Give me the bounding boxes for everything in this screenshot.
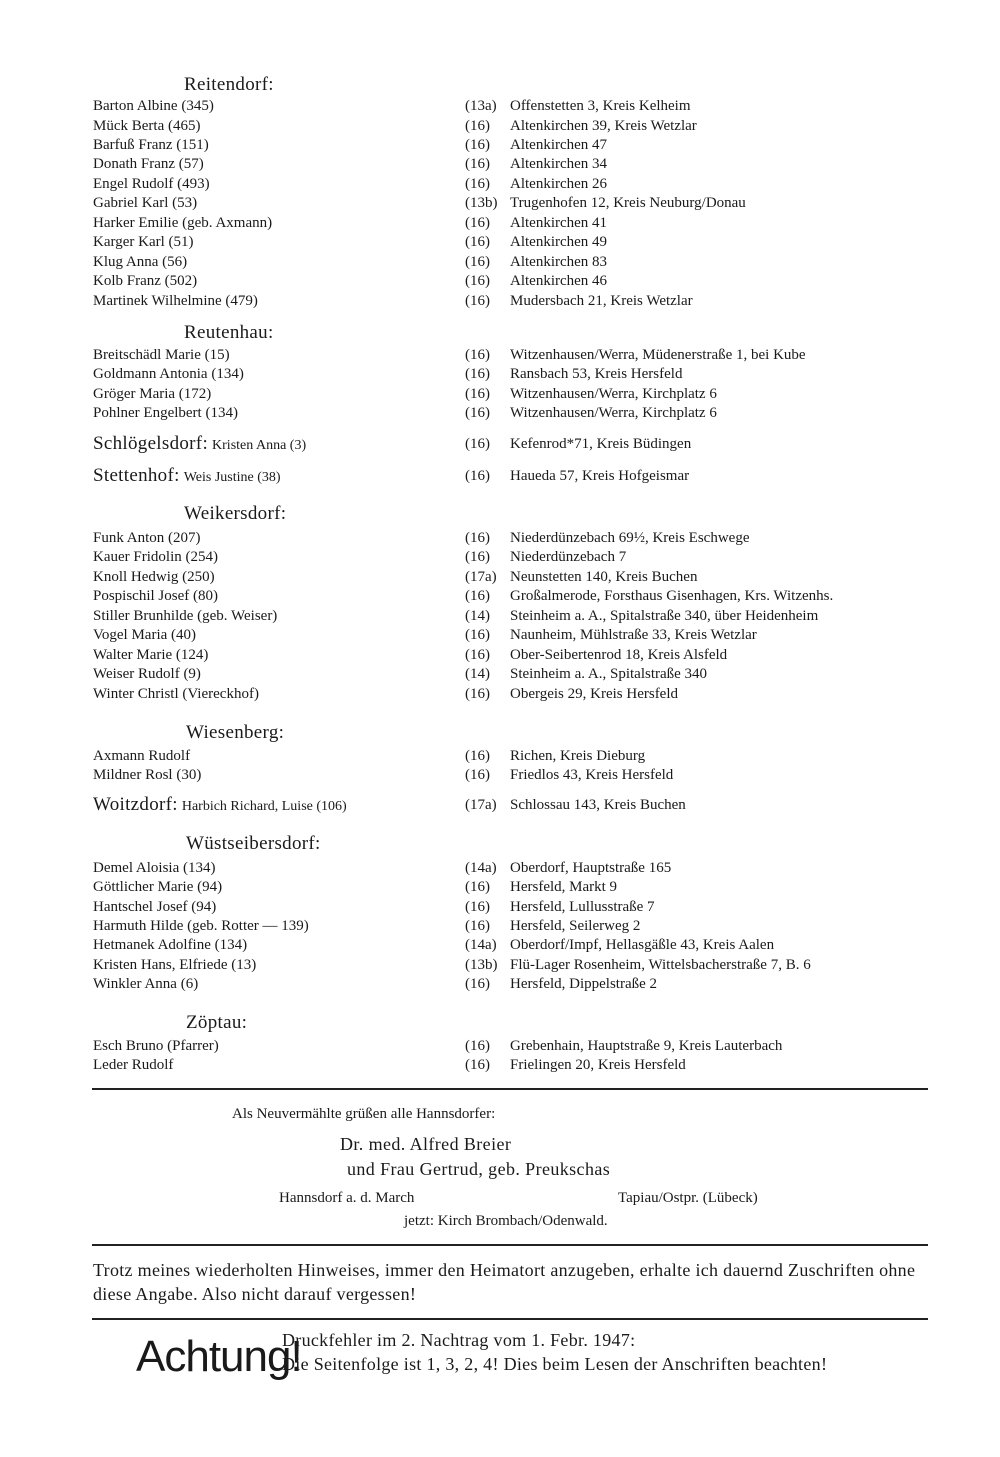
person-name: Demel Aloisia (134) [93, 860, 216, 876]
zone-code: (16) [465, 976, 490, 992]
wedding-intro: Als Neuvermählte grüßen alle Hannsdorfer: [232, 1106, 496, 1122]
address: Altenkirchen 34 [510, 156, 608, 172]
address: Naunheim, Mühlstraße 33, Kreis Wetzlar [510, 627, 757, 643]
address: Altenkirchen 46 [510, 273, 608, 289]
list-item [93, 213, 943, 233]
errata-line-1: Druckfehler im 2. Nachtrag vom 1. Febr. 1947: [282, 1330, 636, 1350]
zone-code: (16) [465, 347, 490, 363]
address: Niederdünzebach 69½, Kreis Eschwege [510, 530, 750, 546]
current-address: jetzt: Kirch Brombach/Odenwald. [404, 1213, 608, 1229]
zone-code: (16) [465, 293, 490, 309]
groom-name: Dr. med. Alfred Breier [340, 1134, 512, 1154]
person-name: Winter Christl (Viereckhof) [93, 686, 259, 702]
person-name: Kristen Hans, Elfriede (13) [93, 957, 257, 973]
person-name: Kolb Franz (502) [93, 273, 198, 289]
person-name: Stiller Brunhilde (geb. Weiser) [93, 608, 278, 624]
section-heading-woitzdorf: Woitzdorf: [93, 794, 178, 815]
address: Trugenhofen 12, Kreis Neuburg/Donau [510, 195, 746, 211]
person-name: Martinek Wilhelmine (479) [93, 293, 258, 309]
address: Witzenhausen/Werra, Kirchplatz 6 [510, 386, 717, 402]
zone-code: (17a) [465, 797, 497, 813]
list-item [93, 271, 943, 291]
zone-code: (13b) [465, 195, 498, 211]
list-item [93, 252, 943, 272]
address: Großalmerode, Forsthaus Gisenhagen, Krs. Witzenhs. [510, 588, 834, 604]
person-name: Engel Rudolf (493) [93, 176, 210, 192]
list-item [93, 364, 943, 384]
bride-origin: Tapiau/Ostpr. (Lübeck) [618, 1190, 758, 1206]
section-heading-weikersdorf: Weikersdorf: [184, 503, 287, 524]
section-heading-wiesenberg: Wiesenberg: [186, 722, 285, 743]
person-name: Hantschel Josef (94) [93, 899, 217, 915]
person-name: Barfuß Franz (151) [93, 137, 209, 153]
zone-code: (16) [465, 748, 490, 764]
list-item [93, 174, 943, 194]
address: Witzenhausen/Werra, Müdenerstraße 1, bei Kube [510, 347, 806, 363]
divider [92, 1318, 928, 1320]
address: Altenkirchen 26 [510, 176, 608, 192]
person-name: Walter Marie (124) [93, 647, 209, 663]
person-entry [93, 463, 281, 491]
list-item [93, 154, 943, 174]
zone-code: (16) [465, 1057, 490, 1073]
person-name: Donath Franz (57) [93, 156, 204, 172]
person-name: Weiser Rudolf (9) [93, 666, 201, 682]
divider [92, 1088, 928, 1090]
address: Frielingen 20, Kreis Hersfeld [510, 1057, 686, 1073]
list-item [93, 345, 943, 365]
zone-code: (14) [465, 666, 490, 682]
address: Altenkirchen 49 [510, 234, 608, 250]
address: Ransbach 53, Kreis Hersfeld [510, 366, 683, 382]
address: Friedlos 43, Kreis Hersfeld [510, 767, 674, 783]
address: Oberdorf/Impf, Hellasgäßle 43, Kreis Aalen [510, 937, 775, 953]
address: Witzenhausen/Werra, Kirchplatz 6 [510, 405, 717, 421]
list-item [93, 684, 943, 704]
address: Altenkirchen 39, Kreis Wetzlar [510, 118, 697, 134]
person-name: Esch Bruno (Pfarrer) [93, 1038, 219, 1054]
zone-code: (16) [465, 176, 490, 192]
person-name: Leder Rudolf [93, 1057, 174, 1073]
zone-code: (16) [465, 627, 490, 643]
address: Flü-Lager Rosenheim, Wittelsbacherstraße 7, B. 6 [510, 957, 811, 973]
list-item [93, 645, 943, 665]
list-item [93, 897, 943, 917]
errata-line-2: Die Seitenfolge ist 1, 3, 2, 4! Dies beim Lesen der Anschriften beachten! [282, 1354, 828, 1374]
address: Haueda 57, Kreis Hofgeismar [510, 468, 690, 484]
list-item [93, 193, 943, 213]
zone-code: (16) [465, 215, 490, 231]
zone-code: (16) [465, 234, 490, 250]
address: Obergeis 29, Kreis Hersfeld [510, 686, 679, 702]
person-entry [93, 792, 347, 820]
section-heading-reutenhau: Reutenhau: [184, 322, 274, 343]
list-item [93, 232, 943, 252]
zone-code: (16) [465, 879, 490, 895]
zone-code: (16) [465, 137, 490, 153]
list-item [93, 664, 943, 684]
list-item [93, 746, 943, 766]
address: Schlossau 143, Kreis Buchen [510, 797, 686, 813]
section-heading-reitendorf: Reitendorf: [184, 74, 274, 95]
zone-code: (16) [465, 767, 490, 783]
person-name: Weis Justine (38) [183, 470, 281, 485]
list-item [93, 463, 943, 489]
address: Altenkirchen 47 [510, 137, 608, 153]
zone-code: (16) [465, 1038, 490, 1054]
zone-code: (16) [465, 405, 490, 421]
list-item [93, 792, 943, 818]
list-item [93, 765, 943, 785]
zone-code: (16) [465, 254, 490, 270]
address: Offenstetten 3, Kreis Kelheim [510, 98, 691, 114]
person-name: Axmann Rudolf [93, 748, 191, 764]
zone-code: (16) [465, 647, 490, 663]
zone-code: (16) [465, 468, 490, 484]
zone-code: (14a) [465, 937, 497, 953]
address: Kefenrod*71, Kreis Büdingen [510, 436, 692, 452]
list-item [93, 96, 943, 116]
groom-origin: Hannsdorf a. d. March [279, 1190, 415, 1206]
list-item [93, 1036, 943, 1056]
zone-code: (14a) [465, 860, 497, 876]
person-name: Pospischil Josef (80) [93, 588, 218, 604]
person-name: Harmuth Hilde (geb. Rotter — 139) [93, 918, 309, 934]
list-item [93, 1055, 943, 1075]
section-heading-schloegelsdorf: Schlögelsdorf: [93, 433, 209, 454]
section-heading-zoeptau: Zöptau: [186, 1012, 248, 1033]
address: Grebenhain, Hauptstraße 9, Kreis Lauterbach [510, 1038, 783, 1054]
zone-code: (16) [465, 588, 490, 604]
list-item [93, 955, 943, 975]
address: Mudersbach 21, Kreis Wetzlar [510, 293, 693, 309]
list-item [93, 291, 943, 311]
person-name: Goldmann Antonia (134) [93, 366, 244, 382]
person-name: Klug Anna (56) [93, 254, 188, 270]
person-name: Mildner Rosl (30) [93, 767, 202, 783]
zone-code: (16) [465, 366, 490, 382]
person-name: Harbich Richard, Luise (106) [181, 799, 347, 814]
divider [92, 1244, 928, 1246]
list-item [93, 528, 943, 548]
zone-code: (16) [465, 918, 490, 934]
list-item [93, 974, 943, 994]
zone-code: (13a) [465, 98, 497, 114]
zone-code: (16) [465, 686, 490, 702]
zone-code: (16) [465, 549, 490, 565]
zone-code: (17a) [465, 569, 497, 585]
person-name: Pohlner Engelbert (134) [93, 405, 238, 421]
person-name: Hetmanek Adolfine (134) [93, 937, 248, 953]
zone-code: (16) [465, 530, 490, 546]
address: Altenkirchen 41 [510, 215, 608, 231]
address: Oberdorf, Hauptstraße 165 [510, 860, 672, 876]
section-heading-stettenhof: Stettenhof: [93, 465, 180, 486]
address: Hersfeld, Seilerweg 2 [510, 918, 641, 934]
person-name: Knoll Hedwig (250) [93, 569, 215, 585]
person-name: Gabriel Karl (53) [93, 195, 198, 211]
person-entry [93, 431, 306, 459]
bride-name: und Frau Gertrud, geb. Preukschas [347, 1159, 611, 1179]
person-name: Funk Anton (207) [93, 530, 201, 546]
list-item [93, 135, 943, 155]
address: Altenkirchen 83 [510, 254, 608, 270]
zone-code: (14) [465, 608, 490, 624]
section-heading-wuestseibersdorf: Wüstseibersdorf: [186, 833, 321, 854]
zone-code: (16) [465, 386, 490, 402]
list-item [93, 586, 943, 606]
list-item [93, 116, 943, 136]
person-name: Mück Berta (465) [93, 118, 201, 134]
zone-code: (16) [465, 273, 490, 289]
list-item [93, 567, 943, 587]
address: Richen, Kreis Dieburg [510, 748, 646, 764]
person-name: Karger Karl (51) [93, 234, 194, 250]
address: Hersfeld, Lullusstraße 7 [510, 899, 655, 915]
address: Neunstetten 140, Kreis Buchen [510, 569, 698, 585]
zone-code: (16) [465, 156, 490, 172]
address: Hersfeld, Dippelstraße 2 [510, 976, 658, 992]
address: Steinheim a. A., Spitalstraße 340, über Heidenheim [510, 608, 819, 624]
list-item [93, 431, 943, 457]
person-name: Harker Emilie (geb. Axmann) [93, 215, 273, 231]
address: Steinheim a. A., Spitalstraße 340 [510, 666, 708, 682]
list-item [93, 916, 943, 936]
person-name: Barton Albine (345) [93, 98, 214, 114]
list-item [93, 877, 943, 897]
achtung-label: Achtung! [136, 1332, 302, 1381]
list-item [93, 403, 943, 423]
person-name: Gröger Maria (172) [93, 386, 212, 402]
zone-code: (16) [465, 118, 490, 134]
person-name: Winkler Anna (6) [93, 976, 199, 992]
zone-code: (16) [465, 436, 490, 452]
address: Hersfeld, Markt 9 [510, 879, 618, 895]
person-name: Göttlicher Marie (94) [93, 879, 223, 895]
zone-code: (13b) [465, 957, 498, 973]
notice-text: Trotz meines wiederholten Hinweises, immer den Heimatort anzugeben, erhalte ich dauernd Zuschriften ohne diese Angabe. Also nicht darauf vergessen! [93, 1260, 916, 1304]
address: Ober-Seibertenrod 18, Kreis Alsfeld [510, 647, 728, 663]
address: Niederdünzebach 7 [510, 549, 627, 565]
person-name: Kauer Fridolin (254) [93, 549, 218, 565]
list-item [93, 625, 943, 645]
list-item [93, 547, 943, 567]
list-item [93, 858, 943, 878]
person-name: Breitschädl Marie (15) [93, 347, 230, 363]
list-item [93, 606, 943, 626]
list-item [93, 384, 943, 404]
zone-code: (16) [465, 899, 490, 915]
person-name: Kristen Anna (3) [212, 438, 307, 453]
person-name: Vogel Maria (40) [93, 627, 197, 643]
list-item [93, 935, 943, 955]
